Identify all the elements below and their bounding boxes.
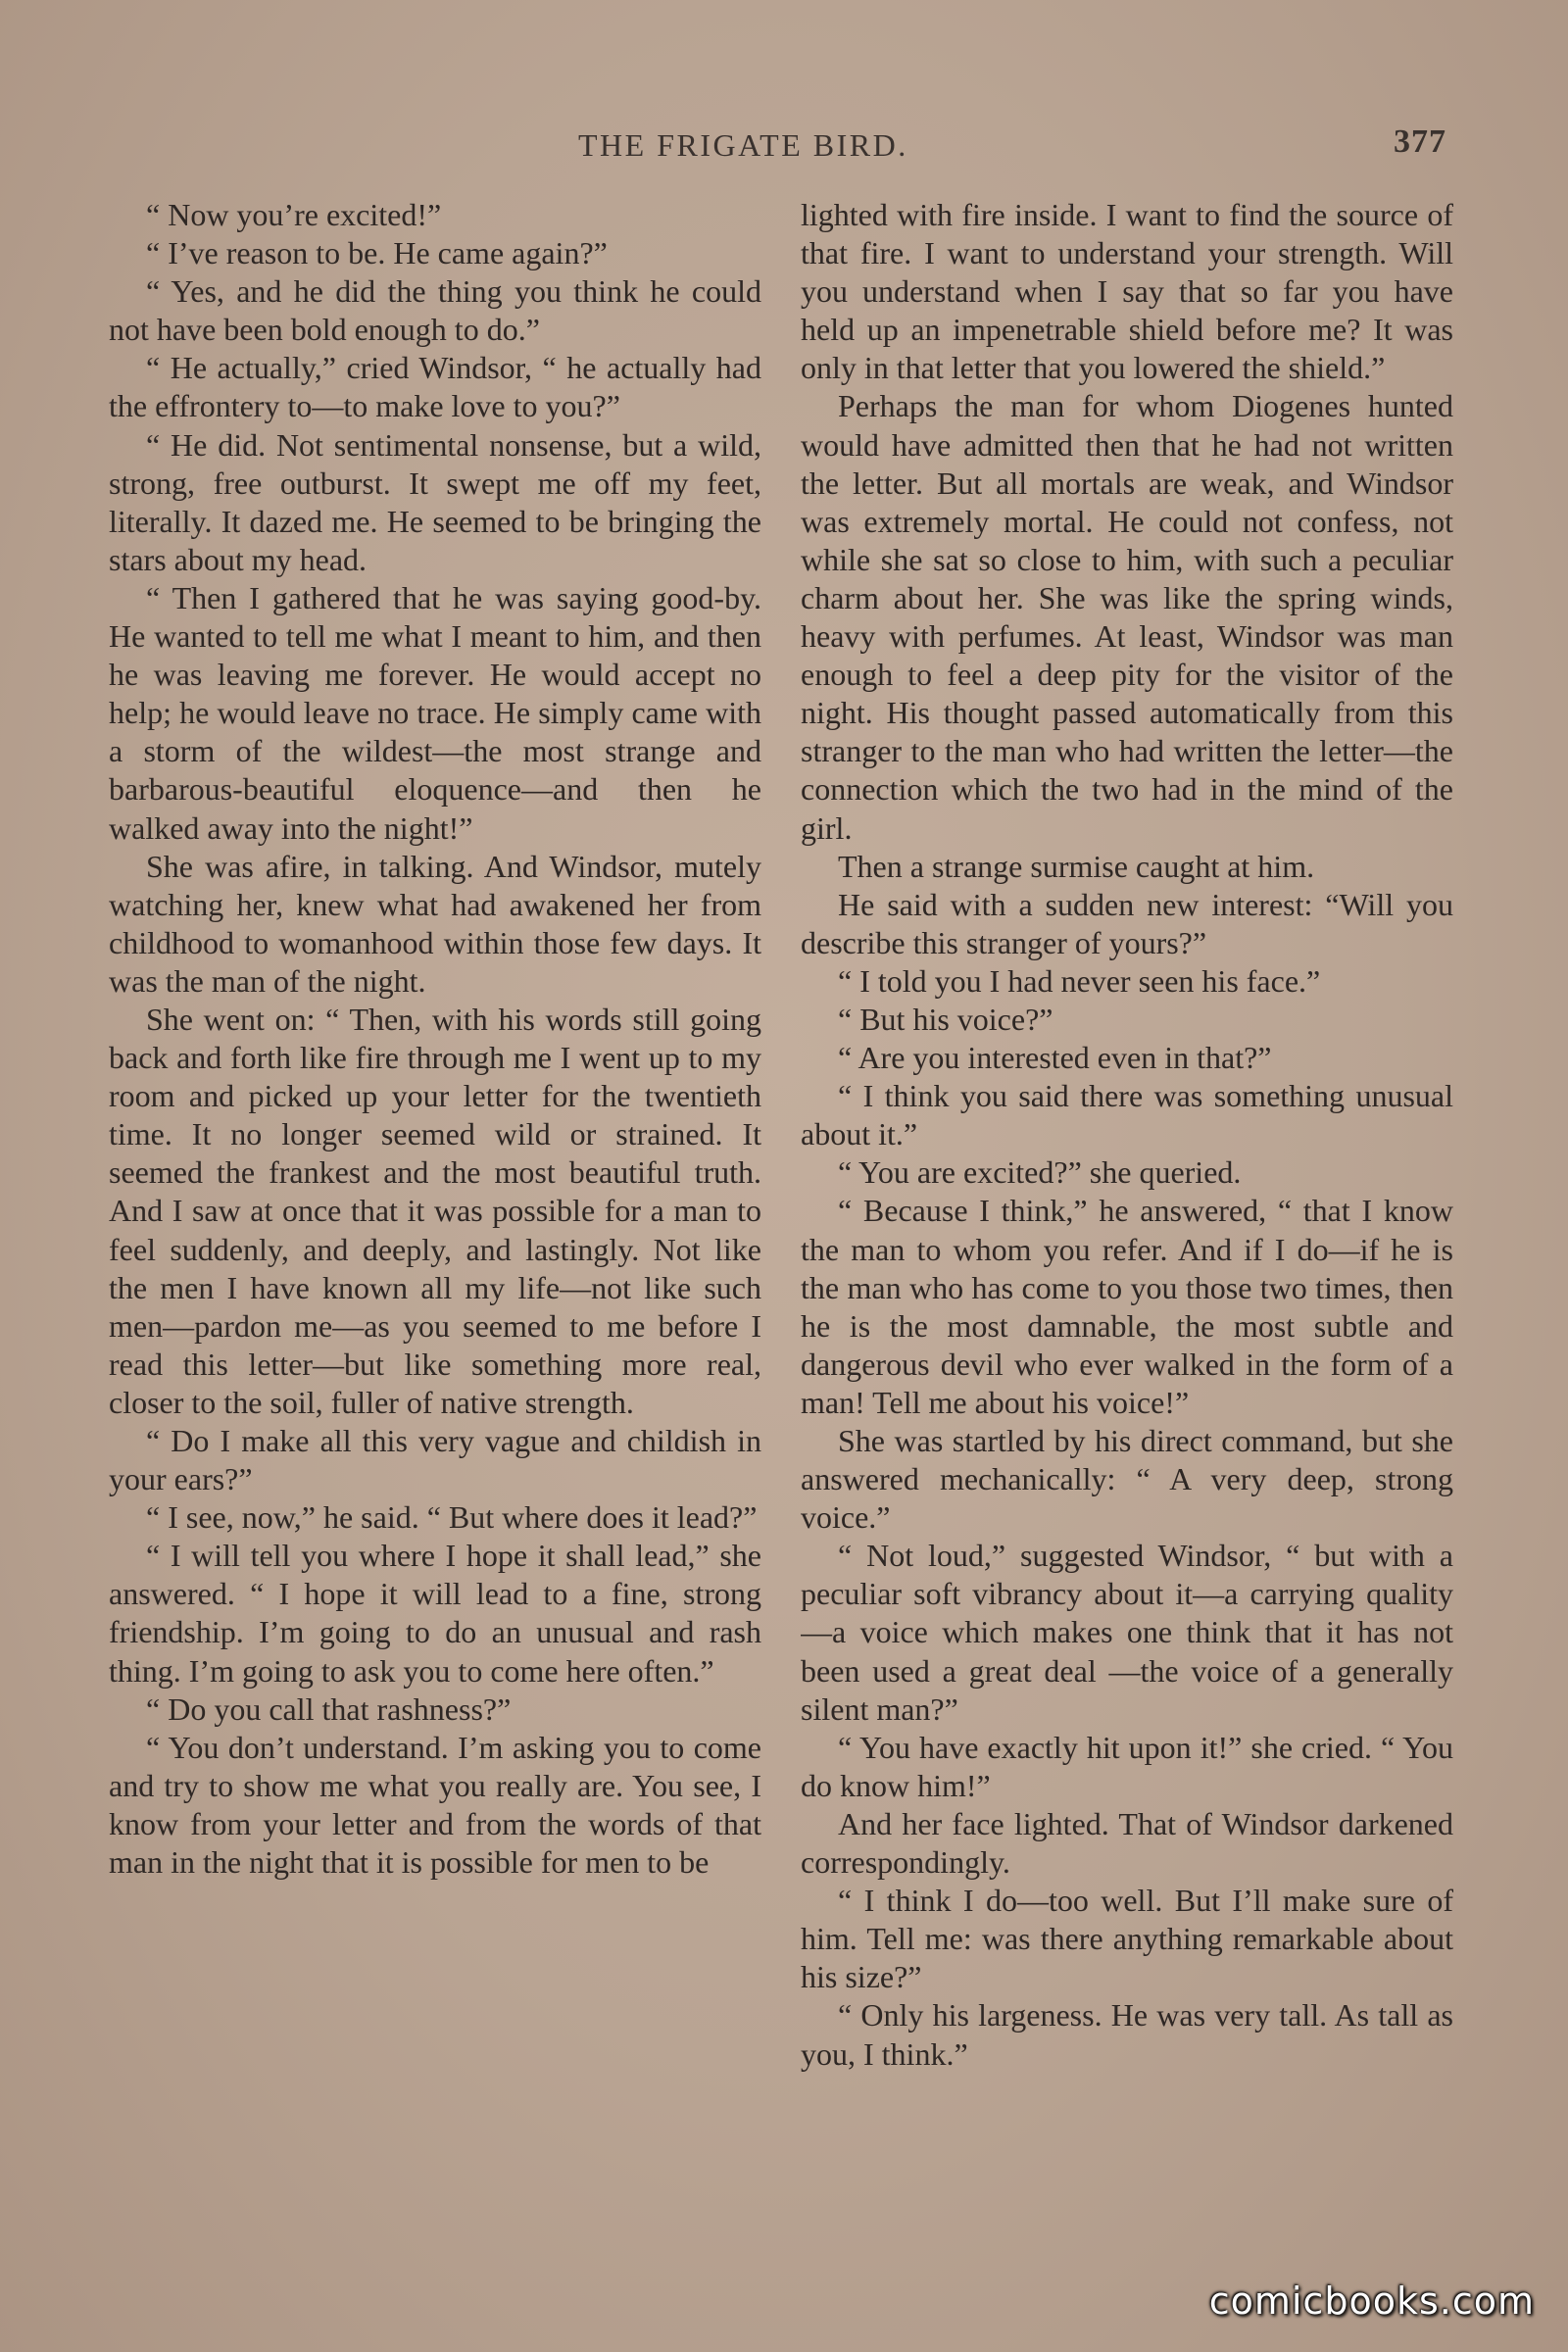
paragraph: She went on: “ Then, with his words still going back and forth like fire through me I went up to my room and picked up your letter for the twentieth time. It no longer seemed wild or strained. It seemed the frankest and the most beautiful truth. And I saw at once that it was possible for a man to feel suddenly, and deeply, and lastingly. Not like the men I have known all my life—not like such men—pardon me—as you seemed to me before I read this letter—but like something more real, closer to the soil, fuller of native strength. xyxy=(109,1001,761,1420)
paragraph: “ Do I make all this very vague and childish in your ears?” xyxy=(109,1423,761,1497)
site-watermark: comicbooks.com xyxy=(1208,2279,1535,2323)
paragraph: “ I’ve reason to be. He came again?” xyxy=(146,235,608,271)
right-column xyxy=(801,196,1453,2234)
paragraph: “ I think I do—too well. But I’ll make sure of him. Tell me: was there anything remarkable about his size?” xyxy=(801,1883,1453,1995)
page-header xyxy=(0,123,1568,172)
paragraph: “ I see, now,” he said. “ But where does it lead?” xyxy=(146,1499,758,1536)
paragraph: “ Do you call that rashness?” xyxy=(146,1690,512,1727)
paragraph: “ I told you I had never seen his face.” xyxy=(838,962,1321,999)
paragraph: “ Not loud,” suggested Windsor, “ but with a peculiar soft vibrancy about it—a carrying quality—a voice which makes one think that it has not been used a great deal —the voice of a generally silent man?” xyxy=(801,1538,1453,1727)
paragraph: “ But his voice?” xyxy=(838,1001,1054,1037)
paragraph: She was afire, in talking. And Windsor, mutely watching her, knew what had awakened her from childhood to womanhood within those few days. It was the man of the night. xyxy=(109,848,761,999)
paragraph: “ Are you interested even in that?” xyxy=(838,1040,1272,1076)
paragraph: And her face lighted. That of Windsor darkened correspondingly. xyxy=(801,1805,1453,1881)
left-column xyxy=(109,196,761,2234)
paragraph-continuation: lighted with fire inside. I want to find the source of that fire. I want to understand your strength. Will you understand when I say that so far you have held up an impenetrable shield before me? It was only in that letter that you lowered the shield.” xyxy=(801,197,1453,386)
paragraph: “ Now you’re excited!” xyxy=(146,197,442,232)
paragraph: “ Only his largeness. He was very tall. As tall as you, I think.” xyxy=(801,1997,1453,2072)
running-title: THE FRIGATE BIRD. xyxy=(578,127,908,163)
paragraph: Perhaps the man for whom Diogenes hunted would have admitted then that he had not written the letter. But all mortals are weak, and Windsor was extremely mortal. He could not confess, not while she sat so close to him, with such a peculiar charm about her. She was like the spring winds, heavy with perfumes. At least, Windsor was man enough to feel a deep pity for the visitor of the night. His thought passed automatically from this stranger to the man who had written the letter—the connection which the two had in the mind of the girl. xyxy=(801,388,1453,846)
paragraph: Then a strange surmise caught at him. xyxy=(838,848,1315,884)
paragraph: “ Because I think,” he answered, “ that I know the man to whom you refer. And if I do—if he is the man who has come to you those two times, then he is the most damnable, the most subtle and dangerous devil who ever walked in the form of a man! Tell me about his voice!” xyxy=(801,1193,1453,1420)
paragraph: “ He actually,” cried Windsor, “ he actually had the effrontery to—to make love to you?” xyxy=(109,350,761,424)
paragraph: “ You are excited?” she queried. xyxy=(838,1154,1242,1191)
page-number: 377 xyxy=(1394,123,1446,160)
paragraph: “ You have exactly hit upon it!” she cried. “ You do know him!” xyxy=(801,1729,1453,1803)
paragraph: “ You don’t understand. I’m asking you to come and try to show me what you really are. You see, I know from your letter and from the words of that man in the night that it is possible for men to be xyxy=(109,1729,761,1881)
paragraph: “ He did. Not sentimental nonsense, but a wild, strong, free outburst. It swept me off my feet, literally. It dazed me. He seemed to be bringing the stars about my head. xyxy=(109,426,761,577)
paragraph: “ Then I gathered that he was saying good-by. He wanted to tell me what I meant to him, and then he was leaving me forever. He would accept no help; he would leave no trace. He simply came with a storm of the wildest—the most strange and barbarous-beautiful eloquence—and then he walked away into the night!” xyxy=(109,579,761,846)
paragraph: “ I think you said there was something unusual about it.” xyxy=(801,1078,1453,1152)
paragraph: “ I will tell you where I hope it shall lead,” she answered. “ I hope it will lead to a fine, strong friendship. I’m going to do an unusual and rash thing. I’m going to ask you to come here often.” xyxy=(109,1538,761,1689)
paragraph: She was startled by his direct command, but she answered mechanically: “ A very deep, strong voice.” xyxy=(801,1423,1453,1536)
paragraph: “ Yes, and he did the thing you think he could not have been bold enough to do.” xyxy=(109,273,761,348)
paragraph: He said with a sudden new interest: “Will you describe this stranger of yours?” xyxy=(801,886,1453,960)
